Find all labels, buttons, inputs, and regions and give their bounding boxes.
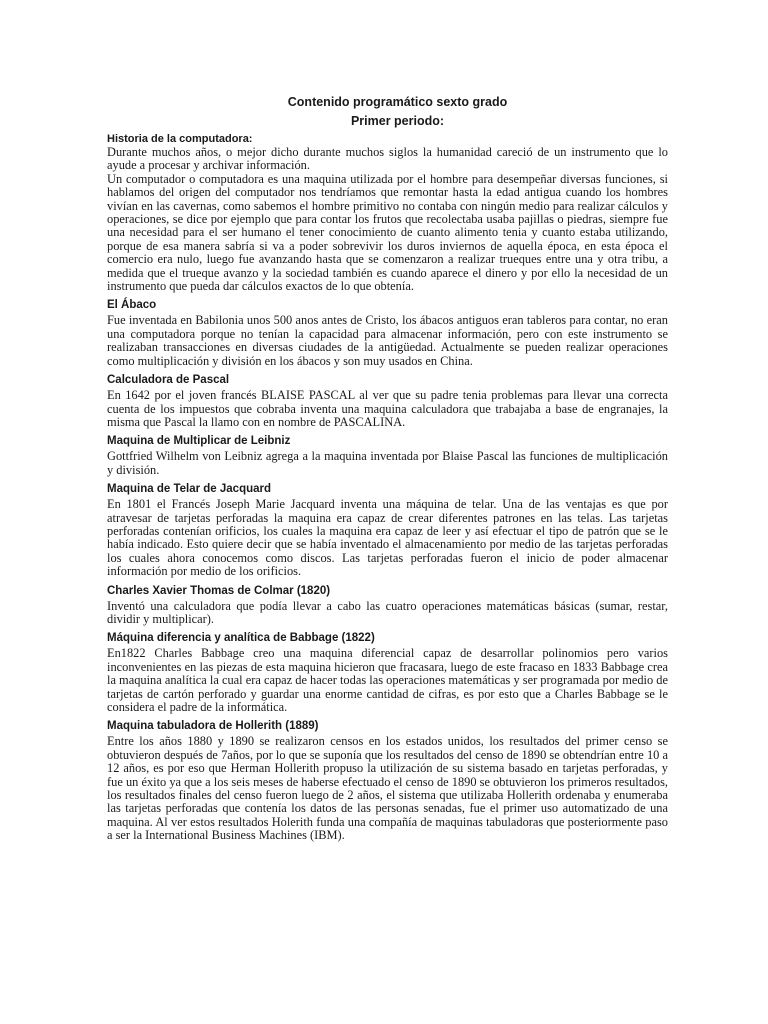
section-text-babbage: En1822 Charles Babbage creo una maquina diferencial capaz de desarrollar polinomios pero varios inconvenientes en las piezas de esta maquina hicieron que fracasara, luego de este fracaso en 1833 Babbage crea la maquina analítica la cual era capaz de hacer todas las operaciones matemáticas y ser programada por medio de tarjetas de cartón perforado y guardar una enorme cantidad de cifras, es por esto que a Charles Babbage se le considera el padre de la informática. [107,646,668,714]
section-text-jacquard: En 1801 el Francés Joseph Marie Jacquard inventa una máquina de telar. Una de las ventajas es que por atravesar de tarjetas perforadas la maquina era capaz de crear diferentes patrones en las telas. Las tarjetas perforadas contenían orificios, los cuales la maquina era capaz de leer y así efectuar el tipo de patrón que se le había indicado. Esto quiere decir que se había inventado el almacenamiento por medio de las tarjetas perforadas los cuales ahora conocemos como discos. Las tarjetas perforadas fueron el inicio de poder almacenar información por medio de los orificios. [107,497,668,579]
intro-paragraph: Durante muchos años, o mejor dicho durante muchos siglos la humanidad careció de un instrumento que lo ayude a procesar y archivar información. [107,145,668,173]
section-heading-leibniz: Maquina de Multiplicar de Leibniz [107,435,291,448]
section-text-pascal: En 1642 por el joven francés BLAISE PASCAL al ver que su padre tenia problemas para llevar una correcta cuenta de los impuestos que cobraba inventa una maquina calculadora que trabajaba a base de engranajes, la misma que Pascal la llamo con en nombre de PASCALINA. [107,388,668,429]
section-heading-babbage: Máquina diferencia y analítica de Babbage (1822) [107,632,375,645]
document-title: Contenido programático sexto grado [287,95,508,109]
section-heading-abaco: El Ábaco [107,299,157,312]
section-text-colmar: Inventó una calculadora que podía llevar a cabo las cuatro operaciones matemáticas básicas (sumar, restar, dividir y multiplicar). [107,598,668,626]
section-heading-pascal: Calculadora de Pascal [107,374,230,387]
section-subtitle: Historia de la computadora: [107,133,253,145]
document-period: Primer periodo: [350,114,445,128]
section-text-leibniz: Gottfried Wilhelm von Leibniz agrega a la maquina inventada por Blaise Pascal las funciones de multiplicación y división. [107,449,668,477]
section-heading-hollerith: Maquina tabuladora de Hollerith (1889) [107,720,319,733]
section-heading-jacquard: Maquina de Telar de Jacquard [107,483,272,496]
section-text-abaco: Fue inventada en Babilonia unos 500 anos antes de Cristo, los ábacos antiguos eran tableros para contar, no eran una computadora porque no tenían la capacidad para almacenar información, pero con este instrumento se realizaban transacciones en diversas ciudades de la antigüedad. Actualmente se pueden realizar operaciones como multiplicación y división en los ábacos y son muy usados en China. [107,313,668,368]
intro-paragraph: Un computador o computadora es una maquina utilizada por el hombre para desempeñar diversas funciones, si hablamos del origen del computador nos tendríamos que remontar hasta la edad antigua cuando los hombres vivían en las cavernas, como sabemos el hombre primitivo no contaba con ningún medio para realizar cálculos y operaciones, se dice por ejemplo que para contar los frutos que recolectaba usaba pajillas o piedras, siempre fue una necesidad para el ser humano el tener conocimiento de cuanto alimento tenia y cuanto estaba utilizando, porque de esa manera sabría si va a poder sobrevivir los duros inviernos de aquella época, en esta época el comercio era nulo, luego fue avanzando hasta que se comenzaron a realizar trueques entre una y otra tribu, a medida que el trueque avanzo y la sociedad también es cuando aparece el dinero y por ello la necesidad de un instrumento que pueda dar cálculos exactos de lo que obtenía. [107,171,668,294]
section-heading-colmar: Charles Xavier Thomas de Colmar (1820) [107,584,331,597]
section-text-hollerith: Entre los años 1880 y 1890 se realizaron censos en los estados unidos, los resultados del primer censo se obtuvieron después de 7años, por lo que se suponía que los resultados del censo de 1890 se obtendrían entre 10 a 12 años, es por eso que Herman Hollerith propuso la utilización de su sistema basado en tarjetas perforadas, y fue un éxito ya que a los seis meses de haberse efectuado el censo de 1890 se obtuvieron los primeros resultados, los resultados finales del censo fueron luego de 2 años, el sistema que utilizaba Hollerith ordenaba y enumeraba las tarjetas perforadas que contenía los datos de las personas senadas, fue el primer uso automatizado de una maquina. Al ver estos resultados Holerith funda una compañía de maquinas tabuladoras que posteriormente paso a ser la International Business Machines (IBM). [107,734,668,843]
